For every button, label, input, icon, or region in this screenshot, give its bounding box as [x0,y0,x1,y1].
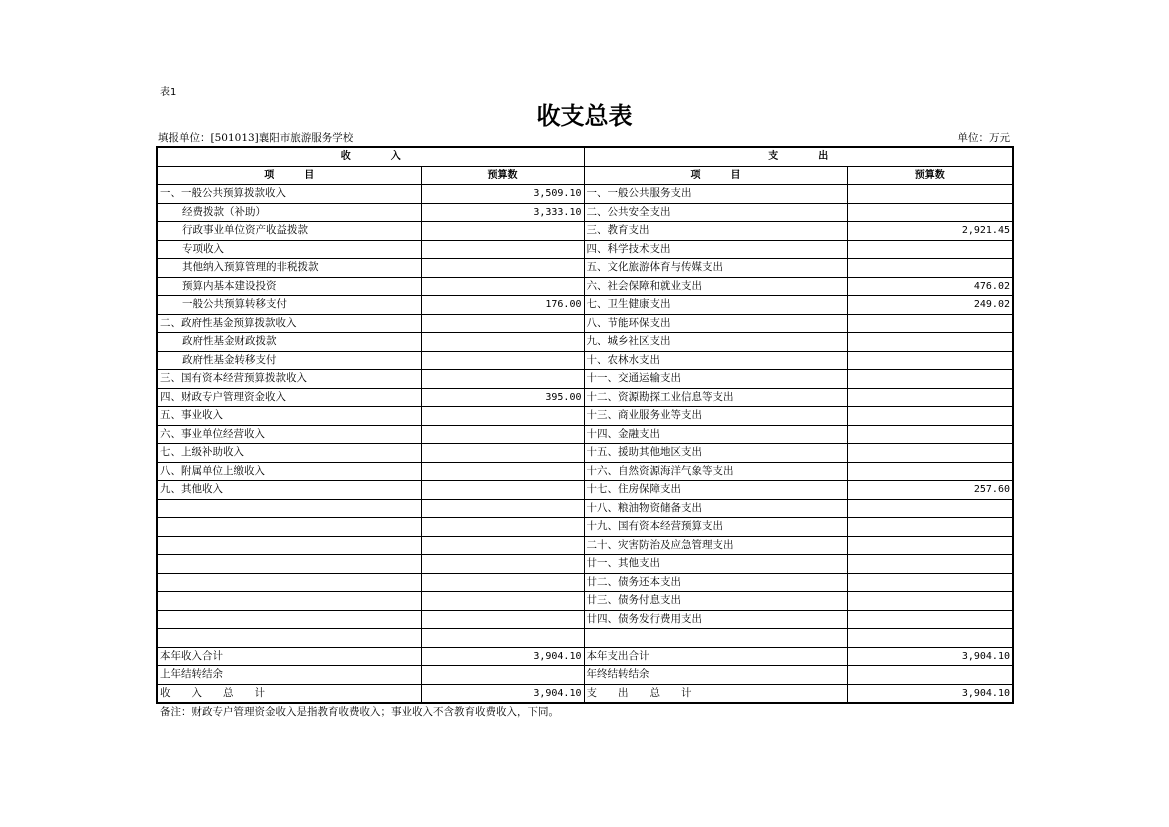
expense-item-cell: 二、公共安全支出 [584,203,847,222]
table-row [157,351,1013,370]
income-item-cell: 本年收入合计 [157,647,421,666]
expense-item-cell: 三、教育支出 [584,222,847,241]
income-amount-cell [421,481,584,500]
income-item-cell [157,536,421,555]
income-amount-cell: 3,333.10 [421,203,584,222]
income-amount-cell: 3,509.10 [421,185,584,204]
table-header-row-columns [157,166,1013,185]
table-number-label: 表1 [160,87,177,98]
expense-amount-cell [847,333,1013,352]
expense-item-cell: 十八、粮油物资储备支出 [584,499,847,518]
table-row [157,629,1013,648]
income-amount-cell [421,351,584,370]
expense-item-cell: 本年支出合计 [584,647,847,666]
table-row [157,666,1013,685]
expense-amount-cell: 257.60 [847,481,1013,500]
expense-item-cell: 九、城乡社区支出 [584,333,847,352]
table-row [157,499,1013,518]
expense-amount-cell [847,592,1013,611]
table-row [157,610,1013,629]
income-amount-cell [421,610,584,629]
income-amount-cell [421,444,584,463]
income-item-cell: 政府性基金财政拨款 [157,333,421,352]
income-expense-table [156,146,1014,704]
income-item-cell: 政府性基金转移支付 [157,351,421,370]
table-row [157,444,1013,463]
table-header-row-sections [157,147,1013,166]
expense-item-cell: 七、卫生健康支出 [584,296,847,315]
income-item-cell: 收 入 总 计 [157,684,421,703]
expense-amount-cell: 476.02 [847,277,1013,296]
expense-amount-cell [847,425,1013,444]
expense-amount-cell [847,610,1013,629]
expense-amount-cell [847,185,1013,204]
table-row [157,203,1013,222]
expense-item-cell [584,629,847,648]
table-row [157,407,1013,426]
table-row [157,592,1013,611]
income-amount-cell [421,592,584,611]
expense-amount-cell [847,259,1013,278]
income-item-cell: 预算内基本建设投资 [157,277,421,296]
income-item-cell: 专项收入 [157,240,421,259]
reporting-unit-label: 填报单位：[501013]襄阳市旅游服务学校 [158,132,354,144]
income-item-cell [157,555,421,574]
income-amount-cell [421,314,584,333]
table-row [157,388,1013,407]
expense-item-cell: 十一、交通运输支出 [584,370,847,389]
expense-amount-cell [847,351,1013,370]
expense-amount-cell: 3,904.10 [847,647,1013,666]
expense-item-cell: 廿一、其他支出 [584,555,847,574]
income-amount-cell [421,462,584,481]
income-item-cell: 经费拨款（补助） [157,203,421,222]
expense-item-cell: 十四、金融支出 [584,425,847,444]
income-item-cell: 一、一般公共预算拨款收入 [157,185,421,204]
expense-item-cell: 十三、商业服务业等支出 [584,407,847,426]
table-row [157,555,1013,574]
income-amount-cell [421,666,584,685]
measurement-unit-label: 单位：万元 [957,132,1010,144]
income-item-cell: 行政事业单位资产收益拨款 [157,222,421,241]
expense-item-cell: 十九、国有资本经营预算支出 [584,518,847,537]
expense-amount-cell [847,536,1013,555]
income-amount-cell: 3,904.10 [421,684,584,703]
income-amount-cell: 3,904.10 [421,647,584,666]
table-row [157,222,1013,241]
income-item-cell [157,610,421,629]
income-item-cell: 九、其他收入 [157,481,421,500]
income-amount-cell [421,222,584,241]
income-amount-cell [421,370,584,389]
table-row [157,573,1013,592]
table-row [157,536,1013,555]
income-item-cell [157,629,421,648]
income-item-cell: 四、财政专户管理资金收入 [157,388,421,407]
table-row [157,259,1013,278]
table-row [157,518,1013,537]
expense-item-cell: 一、一般公共服务支出 [584,185,847,204]
expense-amount-cell [847,203,1013,222]
income-item-cell: 七、上级补助收入 [157,444,421,463]
income-amount-cell [421,259,584,278]
footnote: 备注：财政专户管理资金收入是指教育收费收入；事业收入不含教育收费收入，下同。 [160,706,559,718]
expense-amount-cell [847,499,1013,518]
table-row [157,314,1013,333]
income-amount-cell [421,629,584,648]
expense-item-cell: 六、社会保障和就业支出 [584,277,847,296]
income-amount-cell [421,573,584,592]
income-item-cell: 上年结转结余 [157,666,421,685]
expense-item-cell: 支 出 总 计 [584,684,847,703]
expense-amount-cell [847,444,1013,463]
table-row [157,370,1013,389]
income-amount-cell [421,518,584,537]
expense-amount-cell: 249.02 [847,296,1013,315]
expense-item-cell: 八、节能环保支出 [584,314,847,333]
income-amount-cell [421,536,584,555]
table-row [157,684,1013,703]
income-budget-header: 预算数 [421,166,584,185]
expense-item-cell: 廿二、债务还本支出 [584,573,847,592]
income-item-cell: 二、政府性基金预算拨款收入 [157,314,421,333]
income-amount-cell: 395.00 [421,388,584,407]
income-item-cell: 三、国有资本经营预算拨款收入 [157,370,421,389]
table-row [157,296,1013,315]
income-amount-cell [421,407,584,426]
expense-item-cell: 五、文化旅游体育与传媒支出 [584,259,847,278]
expense-item-cell: 四、科学技术支出 [584,240,847,259]
expense-amount-cell [847,314,1013,333]
expense-amount-cell [847,518,1013,537]
income-amount-cell: 176.00 [421,296,584,315]
table-row [157,481,1013,500]
expense-item-cell: 十二、资源勘探工业信息等支出 [584,388,847,407]
income-item-cell: 一般公共预算转移支付 [157,296,421,315]
table-row [157,333,1013,352]
income-amount-cell [421,555,584,574]
expense-item-cell: 十七、住房保障支出 [584,481,847,500]
expense-amount-cell [847,407,1013,426]
table-row [157,647,1013,666]
expense-amount-cell: 3,904.10 [847,684,1013,703]
income-item-cell: 五、事业收入 [157,407,421,426]
income-amount-cell [421,277,584,296]
expense-item-header: 项 目 [584,166,847,185]
income-item-cell: 其他纳入预算管理的非税拨款 [157,259,421,278]
income-amount-cell [421,240,584,259]
table-row [157,462,1013,481]
income-item-cell [157,592,421,611]
page-title: 收支总表 [536,102,633,130]
expense-item-cell: 年终结转结余 [584,666,847,685]
expense-amount-cell [847,462,1013,481]
income-amount-cell [421,425,584,444]
expense-item-cell: 十五、援助其他地区支出 [584,444,847,463]
expense-item-cell: 十、农林水支出 [584,351,847,370]
income-amount-cell [421,333,584,352]
expense-amount-cell [847,573,1013,592]
expense-amount-cell [847,370,1013,389]
expense-section-header: 支 出 [584,147,1013,166]
expense-amount-cell [847,555,1013,574]
income-item-cell: 八、附属单位上缴收入 [157,462,421,481]
expense-amount-cell [847,388,1013,407]
income-item-cell [157,573,421,592]
income-item-header: 项 目 [157,166,421,185]
income-item-cell [157,499,421,518]
expense-item-cell: 廿四、债务发行费用支出 [584,610,847,629]
expense-amount-cell: 2,921.45 [847,222,1013,241]
income-amount-cell [421,499,584,518]
expense-amount-cell [847,629,1013,648]
expense-budget-header: 预算数 [847,166,1013,185]
table-row [157,185,1013,204]
expense-item-cell: 十六、自然资源海洋气象等支出 [584,462,847,481]
expense-item-cell: 二十、灾害防治及应急管理支出 [584,536,847,555]
expense-amount-cell [847,666,1013,685]
table-row [157,425,1013,444]
income-section-header: 收 入 [157,147,584,166]
table-row [157,240,1013,259]
expense-amount-cell [847,240,1013,259]
expense-item-cell: 廿三、债务付息支出 [584,592,847,611]
income-item-cell: 六、事业单位经营收入 [157,425,421,444]
table-row [157,277,1013,296]
income-item-cell [157,518,421,537]
